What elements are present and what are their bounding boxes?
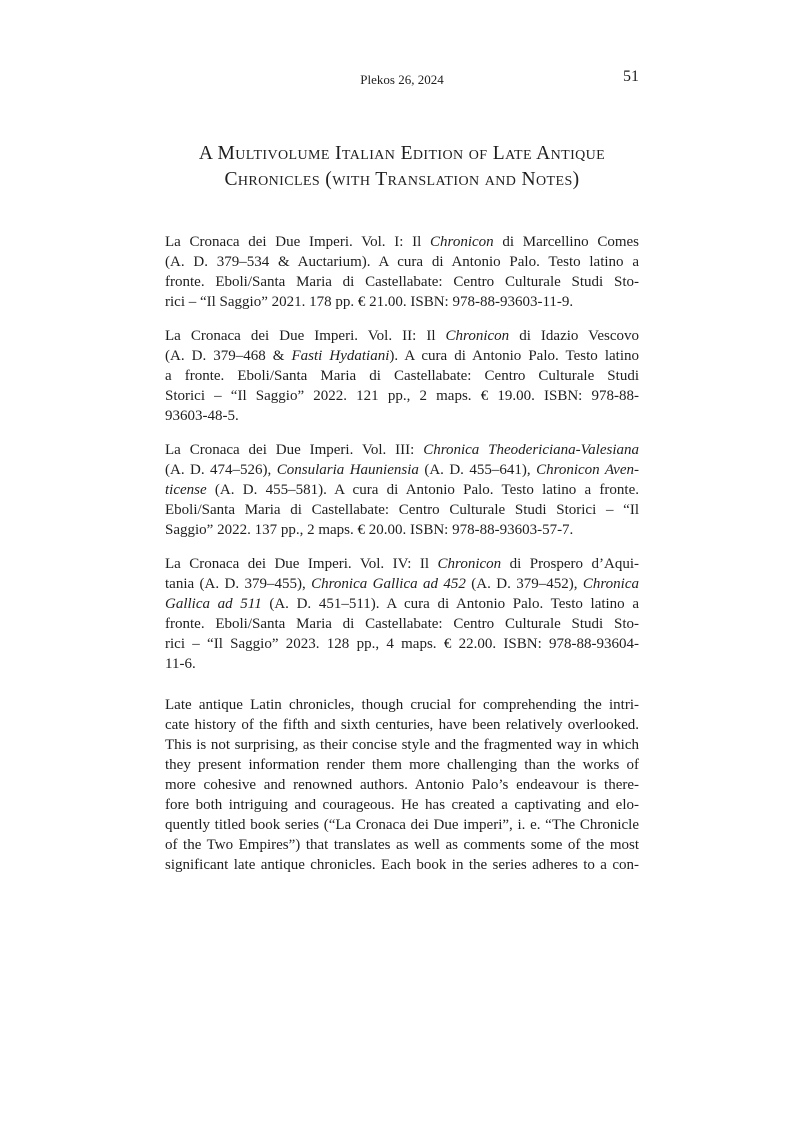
text-segment: rici – “Il Saggio” 2021. 178 pp. € 21.00. ISBN: 978-88-93603-11-9.	[165, 294, 574, 310]
text-line	[165, 440, 639, 460]
text-line	[165, 272, 639, 292]
text-segment: a fronte. Eboli/Santa Maria di Castellabate: Centro Culturale Studi	[165, 368, 639, 384]
text-segment: significant late antique chronicles. Each book in the series adheres to a con-	[165, 857, 639, 873]
text-line	[165, 795, 639, 815]
text-segment: Storici – “Il Saggio” 2022. 121 pp., 2 maps. € 19.00. ISBN: 978-88-	[165, 388, 639, 404]
text-line	[165, 346, 639, 366]
text-line	[165, 715, 639, 735]
text-segment: La Cronaca dei Due Imperi. Vol. III:	[165, 442, 424, 458]
text-line	[165, 520, 639, 540]
italic-text-segment: Chronicon	[445, 328, 510, 344]
text-line	[165, 614, 639, 634]
text-line	[165, 326, 639, 346]
text-segment: (A. D. 455–581). A cura di Antonio Palo. Testo latino a fronte.	[206, 482, 639, 498]
article-title-line-1: A Multivolume Italian Edition of Late Antique	[198, 143, 606, 164]
text-line	[165, 855, 639, 875]
text-line	[165, 232, 639, 252]
italic-text-segment: Gallica ad 511	[165, 596, 262, 612]
text-segment: fronte. Eboli/Santa Maria di Castellabate: Centro Culturale Studi Sto-	[165, 274, 639, 290]
review-body-section	[165, 695, 639, 889]
bibliography-entry	[165, 440, 639, 540]
text-segment: Eboli/Santa Maria di Castellabate: Centro Culturale Studi Storici – “Il	[165, 502, 639, 518]
bibliography-entry	[165, 232, 639, 312]
text-line	[165, 366, 639, 386]
text-line	[165, 815, 639, 835]
text-segment: cate history of the fifth and sixth centuries, have been relatively overlooked.	[165, 717, 639, 733]
text-line	[165, 574, 639, 594]
italic-text-segment: Consularia Hauniensia	[276, 462, 419, 478]
text-segment: (A. D. 379–534 & Auctarium). A cura di Antonio Palo. Testo latino a	[165, 254, 639, 270]
text-line	[165, 755, 639, 775]
italic-text-segment: Chronica Theodericiana-Valesiana	[423, 442, 639, 458]
body-paragraph	[165, 695, 639, 875]
running-header	[165, 68, 639, 88]
text-segment: La Cronaca dei Due Imperi. Vol. IV: Il	[165, 556, 438, 572]
text-segment: 93603-48-5.	[165, 408, 239, 424]
italic-text-segment: Chronica Gallica ad 452	[311, 576, 466, 592]
italic-text-segment: Chronica	[582, 576, 639, 592]
page-number: 51	[623, 68, 639, 85]
italic-text-segment: ticense	[165, 482, 207, 498]
text-line	[165, 386, 639, 406]
text-segment: they present information render them more challenging than the works of	[165, 757, 639, 773]
text-segment: rici – “Il Saggio” 2023. 128 pp., 4 maps. € 22.00. ISBN: 978-88-93604-	[165, 636, 639, 652]
text-segment: more cohesive and renowned authors. Antonio Palo’s endeavour is there-	[165, 777, 639, 793]
text-line	[165, 292, 639, 312]
text-segment: La Cronaca dei Due Imperi. Vol. II: Il	[165, 328, 446, 344]
text-segment: tania (A. D. 379–455),	[165, 576, 312, 592]
text-segment: Late antique Latin chronicles, though crucial for comprehending the intri-	[165, 697, 639, 713]
text-segment: ). A cura di Antonio Palo. Testo latino	[389, 348, 640, 364]
text-segment: di Marcellino Comes	[493, 234, 639, 250]
text-line	[165, 252, 639, 272]
text-segment: fore both intriguing and courageous. He has created a captivating and elo-	[165, 797, 639, 813]
bibliography-entry	[165, 554, 639, 674]
text-line	[165, 654, 639, 674]
italic-text-segment: Chronicon	[437, 556, 502, 572]
journal-issue-label: Plekos 26, 2024	[360, 72, 444, 87]
text-segment: (A. D. 379–452),	[465, 576, 583, 592]
text-segment: of the Two Empires”) that translates as well as comments some of the most	[165, 837, 639, 853]
article-title-line-2: Chronicles (with Translation and Notes)	[224, 169, 580, 190]
text-line	[165, 735, 639, 755]
bibliography-entry	[165, 326, 639, 426]
text-line	[165, 460, 639, 480]
text-line	[165, 554, 639, 574]
text-segment: 11-6.	[165, 656, 196, 672]
text-segment: di Prospero d’Aqui-	[501, 556, 639, 572]
text-segment: fronte. Eboli/Santa Maria di Castellabate: Centro Culturale Studi Sto-	[165, 616, 639, 632]
text-segment: (A. D. 451–511). A cura di Antonio Palo. Testo latino a	[261, 596, 639, 612]
italic-text-segment: Chronicon	[430, 234, 494, 250]
text-segment: di Idazio Vescovo	[509, 328, 639, 344]
text-segment: La Cronaca dei Due Imperi. Vol. I: Il	[165, 234, 431, 250]
text-line	[165, 775, 639, 795]
text-line	[165, 594, 639, 614]
text-segment: quently titled book series (“La Cronaca dei Due imperi”, i. e. “The Chronicle	[165, 817, 639, 833]
bibliography-section	[165, 232, 639, 688]
text-segment: (A. D. 379–468 &	[165, 348, 292, 364]
text-segment: (A. D. 455–641),	[418, 462, 537, 478]
text-line	[165, 835, 639, 855]
text-segment: Saggio” 2022. 137 pp., 2 maps. € 20.00. ISBN: 978-88-93603-57-7.	[165, 522, 574, 538]
text-line	[165, 480, 639, 500]
text-line	[165, 500, 639, 520]
text-line	[165, 634, 639, 654]
text-line	[165, 695, 639, 715]
italic-text-segment: Fasti Hydatiani	[291, 348, 390, 364]
text-segment: (A. D. 474–526),	[165, 462, 277, 478]
italic-text-segment: Chronicon Aven-	[536, 462, 639, 478]
text-segment: This is not surprising, as their concise style and the fragmented way in which	[165, 737, 639, 753]
text-line	[165, 406, 639, 426]
article-title	[165, 141, 639, 193]
